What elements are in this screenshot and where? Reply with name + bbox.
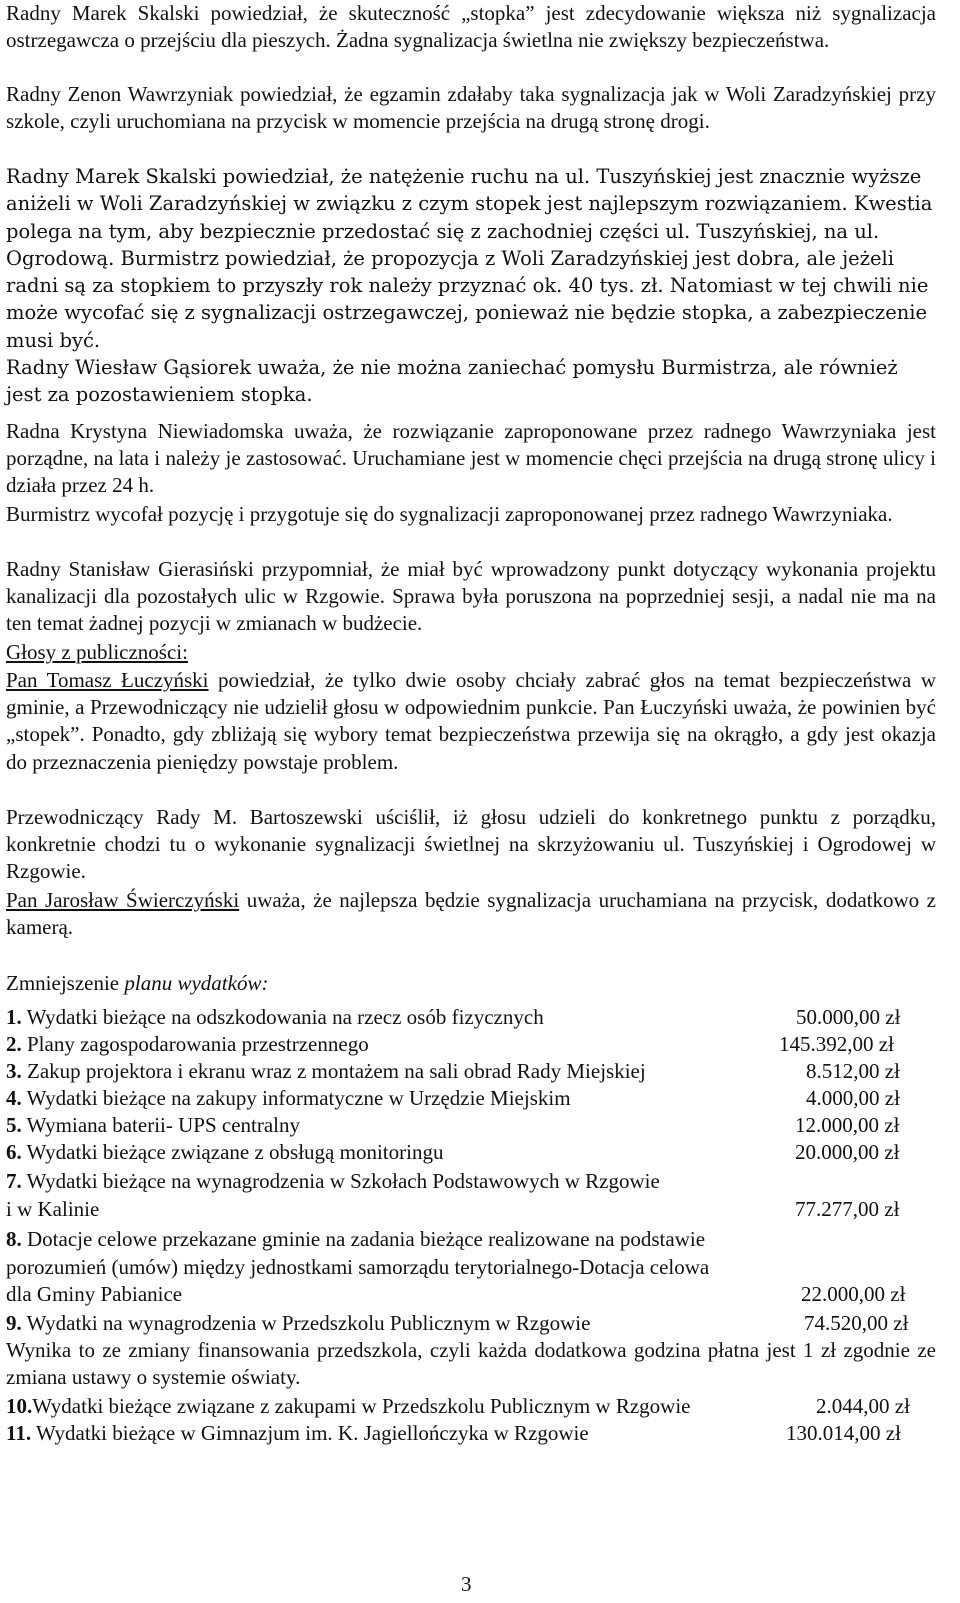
paragraph-wawrzyniak: Radny Zenon Wawrzyniak powiedział, że egzamin zdałaby taka sygnalizacja jak w Woli Zaradzyńskiej przy szkole, czyli uruchomiana na przycisk w momencie przejścia na drugą stronę drogi. bbox=[6, 82, 936, 134]
paragraph-burmistrz-proposal: Burmistrz powiedział, że propozycja z Woli Zaradzyńskiej jest dobra, ale jeżeli radni są za stopkiem to przyszły rok należy przyznać ok. 40 tys. zł. Natomiast w tej chwili nie może wycofać się z sygnalizacji ostrzegawczej, ponieważ nie będzie stopka, a zabezpieczenie musi być. bbox=[6, 246, 929, 352]
public-voices-heading: Głosy z publiczności: bbox=[6, 640, 188, 664]
paragraph-skalski-stopek: Radny Marek Skalski powiedział, że skuteczność „stopka” jest zdecydowanie większa niż sygnalizacja ostrzegawcza o przejściu dla pieszych. Żadna sygnalizacja świetlna nie zwiększy bezpieczeństwa. bbox=[6, 1, 936, 53]
expense-item-9: 9. Wydatki na wynagrodzenia w Przedszkolu Publicznym w Rzgowie 74.520,00 zł bbox=[6, 1311, 909, 1335]
expense-item-1: 1. Wydatki bieżące na odszkodowania na rzecz osób fizycznych 50.000,00 zł bbox=[6, 1005, 901, 1029]
paragraph-gasiorek: Radny Wiesław Gąsiorek uważa, że nie można zaniechać pomysłu Burmistrza, ale również jest za pozostawieniem stopka. bbox=[6, 356, 898, 407]
expense-item-8-cont2: dla Gminy Pabianice 22.000,00 zł bbox=[6, 1282, 906, 1306]
paragraph-luczynski: Pan Tomasz Łuczyński powiedział, że tylko dwie osoby chciały zabrać głos na temat bezpieczeństwa w gminie, a Przewodniczący nie udzielił głosu w odpowiednim punkcie. Pan Łuczyński uważa, że powinien być „stopek”. Ponadto, gdy zbliżają się wybory temat bezpieczeństwa przewija się na okrągło, a gdy jest okazja do przeznaczenia pieniędzy powstaje problem. bbox=[6, 668, 937, 774]
expense-item-8-cont: porozumień (umów) między jednostkami samorządu terytorialnego-Dotacja celowa bbox=[6, 1255, 710, 1279]
expense-item-2: 2. Plany zagospodarowania przestrzennego 145.392,00 zł bbox=[6, 1032, 894, 1056]
page-number: 3 bbox=[461, 1572, 472, 1596]
speaker-name: Pan Tomasz Łuczyński bbox=[6, 668, 209, 692]
expense-item-6: 6. Wydatki bieżące związane z obsługą monitoringu 20.000,00 zł bbox=[6, 1140, 900, 1164]
paragraph-swierczynski: Pan Jarosław Świerczyński uważa, że najlepsza będzie sygnalizacja uruchamiana na przycisk, dodatkowo z kamerą. bbox=[6, 888, 936, 940]
expense-note: Wynika to ze zmiany finansowania przedszkola, czyli każda dodatkowa godzina płatna jest 1 zł zgodnie ze zmiana ustawy o systemie oświaty. bbox=[6, 1338, 936, 1390]
expense-item-10: 10.Wydatki bieżące związane z zakupami w Przedszkolu Publicznym w Rzgowie 2.044,00 zł bbox=[6, 1394, 910, 1418]
expense-item-3: 3. Zakup projektora i ekranu wraz z montażem na sali obrad Rady Miejskiej 8.512,00 zł bbox=[6, 1059, 900, 1083]
expense-item-8: 8. Dotacje celowe przekazane gminie na zadania bieżące realizowane na podstawie bbox=[6, 1227, 706, 1251]
paragraph-bartoszewski: Przewodniczący Rady M. Bartoszewski uściślił, iż głosu udzieli do konkretnego punktu z porządku, konkretnie chodzi tu o wykonanie sygnalizacji świetlnej na skrzyżowaniu ul. Tuszyńskiej i Ogrodowej w Rzgowie. bbox=[6, 805, 936, 884]
speaker-name: Pan Jarosław Świerczyński bbox=[6, 888, 240, 912]
expense-intro: Zmniejszenie planu wydatków: bbox=[6, 971, 269, 995]
expense-item-11: 11. Wydatki bieżące w Gimnazjum im. K. Jagiellończyka w Rzgowie 130.014,00 zł bbox=[6, 1421, 901, 1445]
paragraph-niewiadomska: Radna Krystyna Niewiadomska uważa, że rozwiązanie zaproponowane przez radnego Wawrzyniaka jest porządne, na lata i należy je zastosować. Uruchamiane jest w momencie chęci przejścia na drugą stronę ulicy i działa przez 24 h. bbox=[6, 419, 936, 498]
expense-item-7: 7. Wydatki bieżące na wynagrodzenia w Szkołach Podstawowych w Rzgowie bbox=[6, 1169, 660, 1193]
expense-item-5: 5. Wymiana baterii- UPS centralny 12.000,00 zł bbox=[6, 1113, 900, 1137]
expense-item-7-cont: i w Kalinie 77.277,00 zł bbox=[6, 1197, 900, 1221]
expense-item-4: 4. Wydatki bieżące na zakupy informatyczne w Urzędzie Miejskim 4.000,00 zł bbox=[6, 1086, 900, 1110]
paragraph-skalski-traffic: Radny Marek Skalski powiedział, że natężenie ruchu na ul. Tuszyńskiej jest znacznie wyższe aniżeli w Woli Zaradzyńskiej w związku z czym stopek jest najlepszym rozwiązaniem. Kwestia polega na tym, aby bezpiecznie przedostać się z zachodniej części ul. Tuszyńskiej, na ul. Ogrodową. bbox=[6, 165, 933, 270]
paragraph-group-sans bbox=[6, 163, 936, 409]
paragraph-gierasinski: Radny Stanisław Gierasiński przypomniał, że miał być wprowadzony punkt dotyczący wykonania projektu kanalizacji dla pozostałych ulic w Rzgowie. Sprawa była poruszona na poprzedniej sesji, a nadal nie ma na ten temat żadnej pozycji w zmianach w budżecie. bbox=[6, 557, 936, 636]
paragraph-burmistrz-withdraw: Burmistrz wycofał pozycję i przygotuje się do sygnalizacji zaproponowanej przez radnego Wawrzyniaka. bbox=[6, 502, 893, 526]
